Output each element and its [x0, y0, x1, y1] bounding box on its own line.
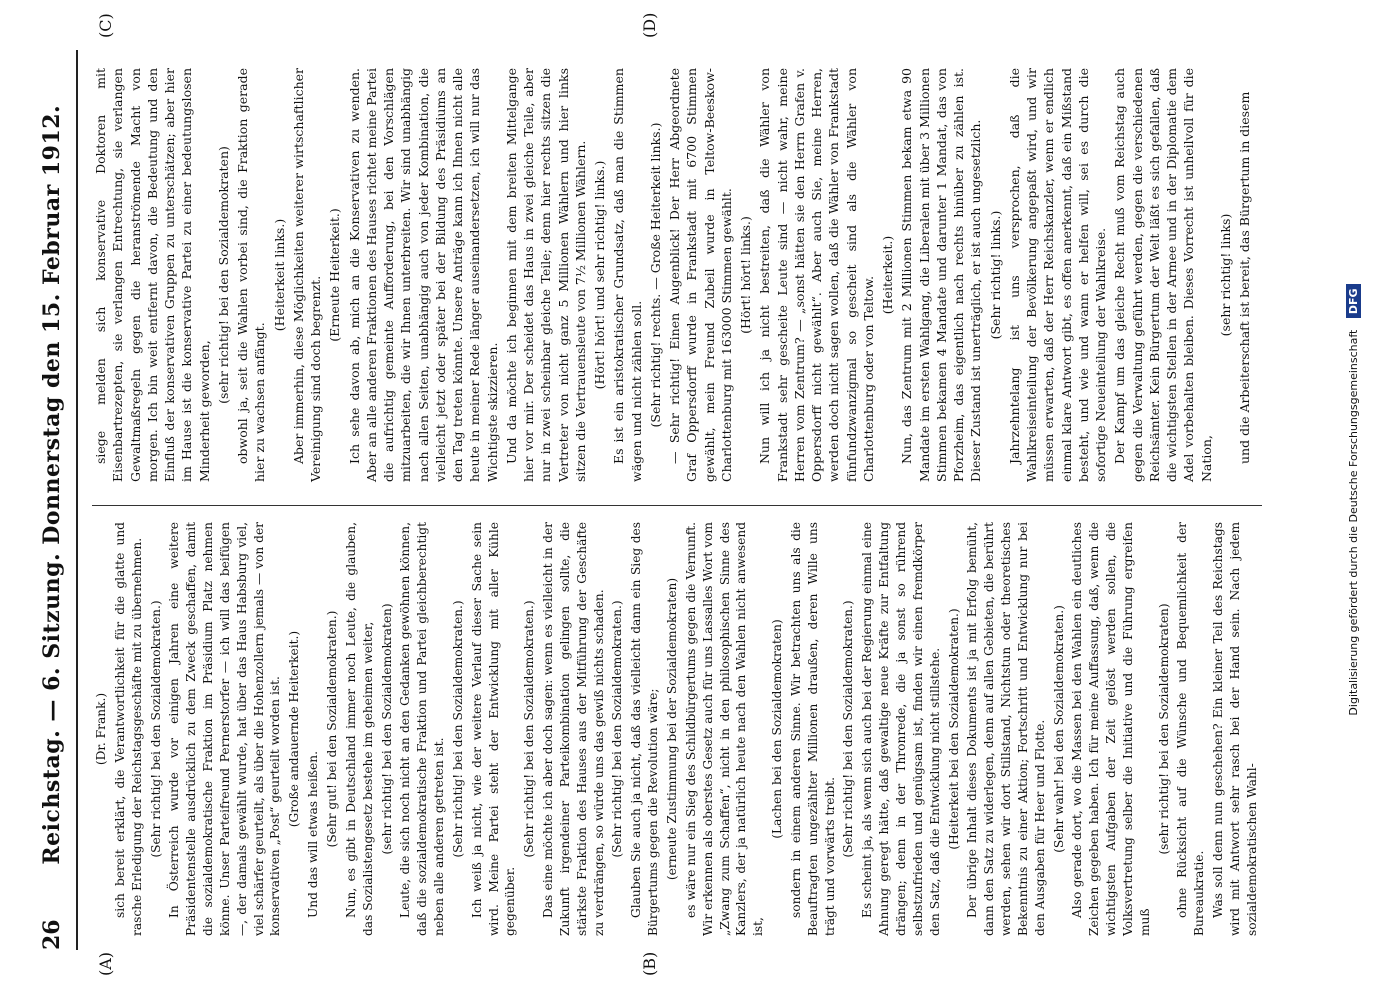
paragraph: — Sehr richtig! Einen Augenblick! Der Herr Abgeordnete Graf Oppersdorff wurde in Frankstadt mit 6700 Stimmen gewählt, mein Freund Zubeil wurde in Teltow-Beeskow-Charlottenburg mit 163000 Stimmen gewählt. — [667, 68, 734, 482]
interjection: (sehr richtig! bei den Sozialdemokraten) — [1156, 603, 1171, 855]
interjection: (Sehr richtig! bei den Sozialdemokraten.) — [841, 600, 856, 858]
interjection: (Sehr richtig! rechts. — Große Heiterkeit links.) — [647, 122, 663, 428]
paragraph: sondern in einem anderen Sinne. Wir betrachten uns als die Beauftragten ungezählter Millionen draußen, deren Wille uns trägt und vorwärts treibt. — [788, 522, 837, 936]
paragraph: siege melden sich konservative Doktoren mit Eisenbartrezepten, sie verlangen Entrechtung, sie verlangen Gewaltmaßregeln gegen die heranströmende Macht von morgen. Ich bin weit entfernt davon, die Bedeutung und den Einfluß der konservativen Gruppen zu unterschätzen; aber hier im Hause ist die konservative Partei zu einer bedeutungslosen Minderheit geworden, — [93, 68, 212, 482]
margin-letter-d: (D) — [640, 12, 659, 38]
paragraph: Was soll denn nun geschehen? Ein kleiner Teil des Reichstags wird mit Antwort sehr rasch bei der Hand sein. Nach jedem sozialdemokratischen Wahl- — [1211, 522, 1259, 936]
page-number: 26 — [39, 919, 65, 950]
interjection: (Große andauernde Heiterkeit.) — [287, 630, 302, 828]
digitization-footer — [1346, 0, 1361, 1000]
margin-letter-a: (A) — [96, 951, 115, 976]
paragraph: Der übrige Inhalt dieses Dokuments ist ja mit Erfolg bemüht, dann den Satz zu widerlegen, denn auf allen Gebieten, die berührt werden, sehen wir dort Stillstand, Nichtstun oder theoretisches Bekenntnis zu einer Aktion; Fortschritt und Entwicklung nur bei den Ausgaben für Heer und Flotte. — [965, 522, 1047, 936]
interjection: (Heiterkeit.) — [880, 235, 895, 315]
left-column — [92, 522, 1282, 936]
interjection: (sehr richtig! links) — [1217, 213, 1233, 337]
interjection: (Heiterkeit links.) — [271, 218, 287, 332]
paragraph: Es scheint ja, als wenn sich auch bei der Regierung einmal eine Ahnung geregt hätte, daß gewaltige neue Kräfte zur Entfaltung drängen; denn in der Thronrede, die ja sonst so rührend selbstzufrieden und genügsam ist, finden wir einen fremdkörper den Satz, daß die Entwicklung nicht stillstehe. — [860, 522, 942, 936]
interjection: (Hört! hört! links.) — [738, 216, 753, 334]
interjection: (sehr richtig! bei den Sozialdemokraten) — [379, 603, 394, 855]
interjection: (Sehr richtig! bei den Sozialdemokraten.) — [610, 600, 625, 858]
interjection: (Sehr gut! bei den Sozialdemokraten.) — [324, 610, 339, 848]
paragraph: Ich weiß ja nicht, wie der weitere Verlauf dieser Sache sein wird. Meine Partei steht der Entwicklung mit aller Kühle gegenüber. — [469, 522, 518, 936]
paragraph: Und das will etwas heißen. — [306, 751, 321, 918]
interjection: (Sehr richtig! bei den Sozialdemokraten.) — [522, 600, 537, 858]
interjection: (Sehr wahr! bei den Sozialdemokraten.) — [1051, 605, 1066, 853]
interjection: (Lachen bei den Sozialdemokraten) — [770, 619, 785, 839]
paragraph: Es ist ein aristokratischer Grundsatz, daß man die Stimmen wägen und nicht zählen soll. — [611, 68, 644, 482]
running-head: Reichstag. — 6. Sitzung. Donnerstag den 15. Februar 1912. — [39, 104, 65, 865]
paragraph: Nun, das Zentrum mit 2 Millionen Stimmen bekam etwa 90 Mandate im ersten Wahlgang, die Liberalen mit über 3 Millionen Stimmen bekamen 4 Mandate und darunter 1 Mandat, das von Pforzheim, das eigentlich nach rechts hinüber zu zählen ist. Dieser Zustand ist unerträglich, er ist auch ungesetzlich. — [899, 68, 984, 482]
paragraph: Leute, die sich noch nicht an den Gedanken gewöhnen können, daß die sozialdemokratische Fraktion und Partei gleichberechtigt neben alle anderen getreten ist. — [398, 522, 447, 936]
interjection: (Sehr richtig! links.) — [987, 210, 1003, 340]
paragraph: es wäre nur ein Sieg des Schildbürgertums gegen die Vernunft. Wir erkennen als oberstes Gesetz auch für uns Lassalles Wort vom „Zwang zum Schaffen“, nicht in den philosophischen Sinne des Kanzlers, der ja natürlich heute nach den Wahlen nicht anwesend ist, — [683, 522, 766, 936]
paragraph: Aber immerhin, diese Möglichkeiten weiterer wirtschaftlicher Vereinigung sind doch begrenzt. — [290, 68, 323, 482]
paragraph: Ich sehe davon ab, mich an die Konservativen zu wenden. Aber an alle anderen Fraktionen des Hauses richtet meine Partei die aufrichtig gemeinte Aufforderung, bei den Vorschlägen mitzuarbeiten, die wir Ihnen unterbreiten. Wir sind unabhängig nach allen Seiten, unabhängig auch von jeder Kombination, die vielleicht jetzt oder später bei der Bildung des Präsidiums an den Tag treten könnte. Unsere Anträge kann ich Ihnen nicht alle heute in meiner Rede länger auseinandersetzen, ich will nur das Wichtigste skizzieren. — [346, 68, 500, 482]
interjection: (Erneute Heiterkeit.) — [327, 208, 343, 342]
interjection: (erneute Zustimmung bei der Sozialdemokraten) — [665, 577, 679, 881]
paragraph: Also gerade dort, wo die Massen bei den Wahlen ein deutliches Zeichen gegeben haben. Ich für meine Auffassung, daß, wenn die wichtigsten Aufgaben der Zeit gelöst werden sollen, die Volksvertretung selber die Initiative und die Führung ergreifen muß — [1070, 522, 1152, 936]
paragraph: und die Arbeiterschaft ist bereit, das Bürgertum in diesem — [1237, 91, 1252, 464]
interjection: (Hört! hört! und sehr richtig! links.) — [592, 160, 607, 390]
interjection: (Sehr richtig! bei den Sozialdemokraten.) — [450, 600, 465, 858]
interjection: (Heiterkeit bei den Sozialdemokraten.) — [946, 608, 961, 850]
paragraph: Nun will ich ja nicht bestreiten, daß die Wähler von Frankstadt sehr gescheite Leute sind — nicht wahr, meine Herren vom Zentrum? — „sonst hätten sie den Herrn Grafen v. Oppersdorff nicht gewählt“. Aber auch Sie, meine Herren, werden doch nicht sagen wollen, daß die Wähler von Frankstadt fünfundzwanzigmal so gescheit sind als die Wähler von Charlottenburg oder von Teltow. — [757, 68, 876, 482]
interjection: (Dr. Frank.) — [94, 692, 108, 766]
dfg-logo: DFG — [1346, 284, 1361, 318]
margin-letter-b: (B) — [640, 951, 659, 976]
digitization-note: Digitalisierung gefördert durch die Deutsche Forschungsgemeinschaft — [1347, 329, 1360, 716]
interjection: (Sehr richtig! bei den Sozialdemokraten.) — [148, 600, 163, 858]
paragraph: Und da möchte ich beginnen mit dem breiten Mittelgange hier vor mir. Der scheidet das Haus in zwei gleiche Teile, aber nur in zwei scheinbar gleiche Teile; denn hier rechts sitzen die Vertreter von nicht ganz 5 Millionen Wählern und hier links sitzen die Vertrauensleute von 7½ Millionen Wählern. — [503, 68, 588, 482]
paragraph: sich bereit erklärt, die Verantwortlichkeit für die glatte und rasche Erledigung der Reichstagsgeschäfte mit zu übernehmen. — [112, 522, 144, 936]
paragraph: Das eine möchte ich aber doch sagen: wenn es vielleicht in der Zukunft irgendeiner Parteikombination gelingen sollte, die stärkste Fraktion des Hauses aus der Mitführung der Geschäfte zu verdrängen, so würde uns das gewiß nichts schaden. — [541, 522, 606, 936]
paragraph: Nun, es gibt in Deutschland immer noch Leute, die glauben, das Sozialistengesetz bestehe im geheimen weiter, — [343, 522, 375, 936]
interjection: (sehr richtig! bei den Sozialdemokraten) — [215, 146, 231, 404]
paragraph: ohne Rücksicht auf die Wünsche und Bequemlichkeit der Bureaukratie. — [1175, 522, 1207, 936]
column-divider — [92, 505, 1262, 506]
paragraph: obwohl ja, seit die Wahlen vorbei sind, die Fraktion gerade hier zu wachsen anfängt. — [235, 68, 268, 482]
paragraph: Glauben Sie auch ja nicht, daß das vielleicht dann ein Sieg des Bürgertums gegen die Revolution wäre; — [629, 522, 661, 936]
paragraph: Jahrzehntelang ist uns versprochen, daß die Wahlkreiseinteilung der Bevölkerung angepaßt wird, und wir müssen erwarten, daß der Herr Reichskanzler, wenn er endlich einmal klare Antwort gibt, es offen anerkennt, daß ein Mißstand besteht, und wie und wann er helfen will, sei es durch die sofortige Neueinteilung der Wahlkreise. — [1006, 68, 1108, 482]
paragraph: In Österreich wurde vor einigen Jahren eine weitere Präsidentenstelle ausdrücklich zu dem Zweck geschaffen, damit die sozialdemokratische Fraktion im Präsidium Platz nehmen könne. Unser Parteifreund Pernerstorfer — ich will das beifügen —, der damals gewählt wurde, hat über das Haus Habsburg viel, viel schärfer geurteilt, als über die Hohenzollern jemals — von der konservativen „Post“ geurteilt worden ist. — [167, 522, 283, 936]
right-column — [92, 68, 1282, 482]
page-header — [28, 50, 78, 950]
paragraph: Der Kampf um das gleiche Recht muß vom Reichstag auch gegen die Verwaltung geführt werden, gegen die verschiedenen Reichsämter. Kein Bürgertum der Welt läßt es sich gefallen, daß die wichtigsten Stellen in der Armee und in der Diplomatie dem Adel vorbehalten bleiben. Dieses Vorrecht ist unheilvoll für die Nation, — [1112, 68, 1214, 482]
margin-letter-c: (C) — [96, 13, 115, 38]
